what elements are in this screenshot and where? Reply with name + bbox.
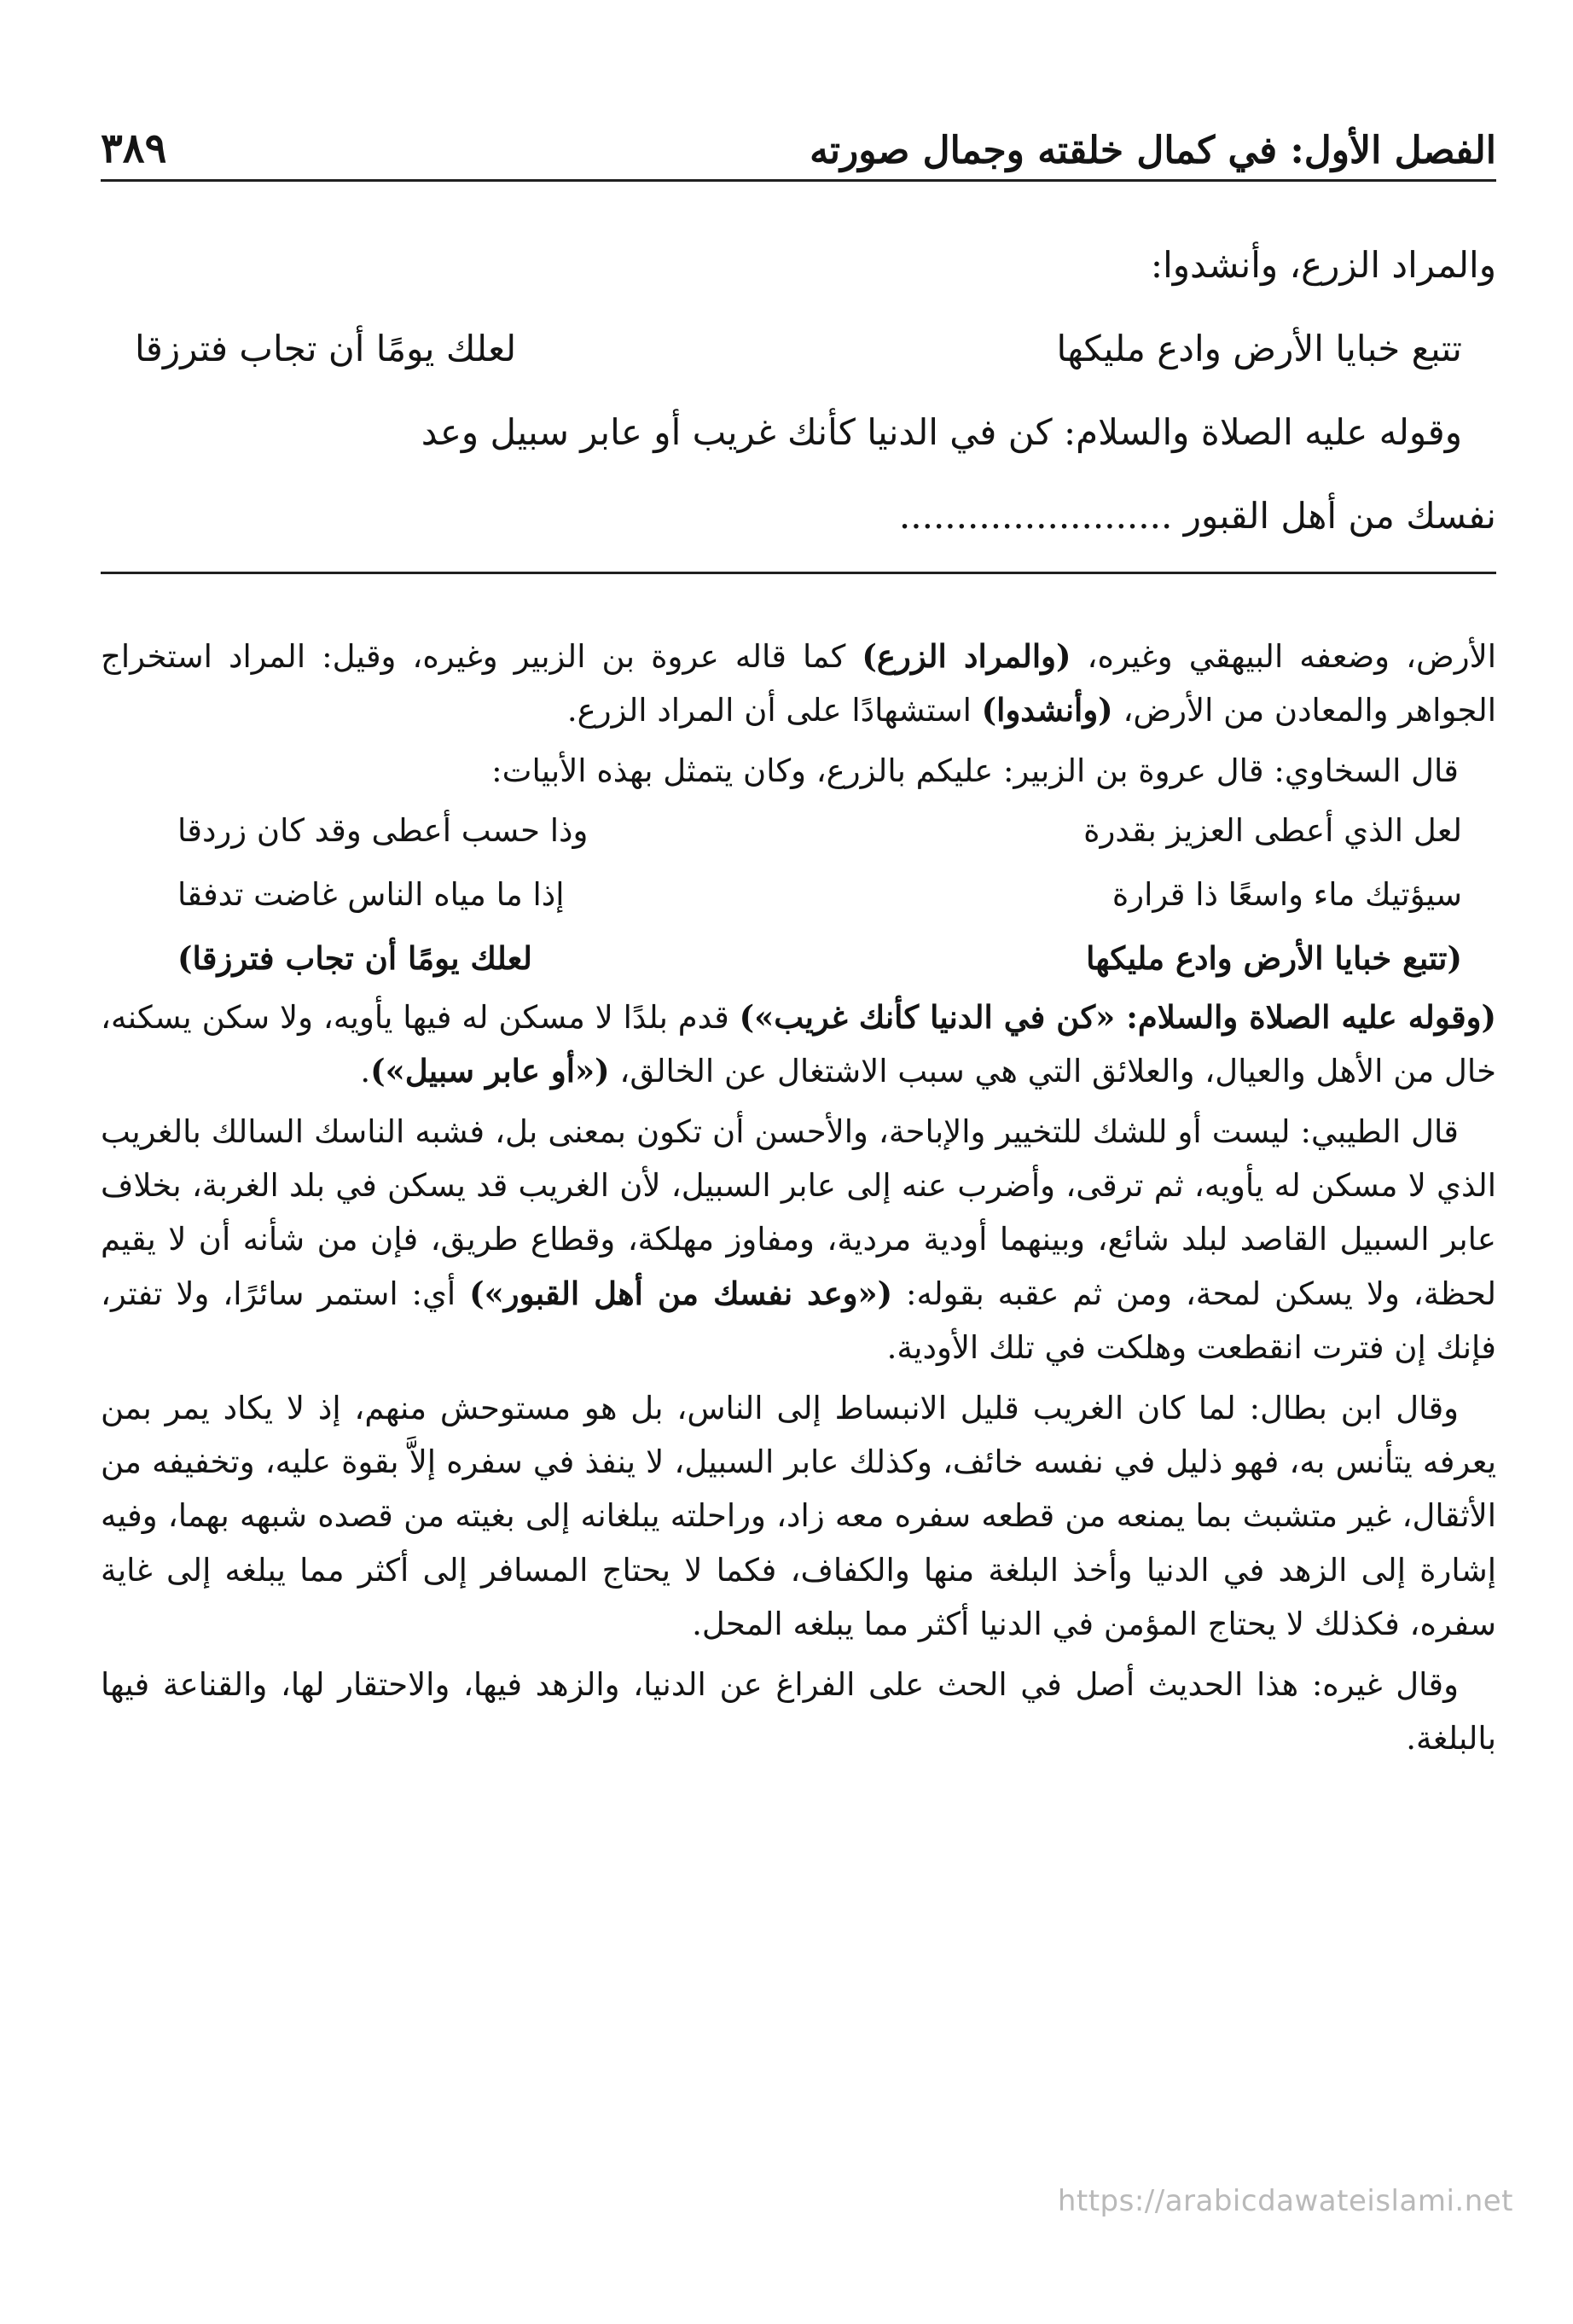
hemistich-left: وذا حسب أعطى وقد كان زردقا (177, 811, 589, 849)
quoted-matn: («أو عابر سبيل») (370, 1051, 610, 1089)
hemistich-right: سيؤتيك ماء واسعًا ذا قرارة (1112, 875, 1462, 913)
quoted-matn: (وقوله عليه الصلاة والسلام: «كن في الدنيا كأنك غريب») (739, 997, 1497, 1036)
ellipsis-dots: ........................ (898, 495, 1173, 537)
running-header (101, 96, 1496, 172)
matn-verse (101, 307, 1496, 391)
commentary-paragraph-1 (101, 630, 1496, 737)
commentary-paragraph-5: وقال ابن بطال: لما كان الغريب قليل الانبساط إلى الناس، بل هو مستوحش منهم، إذ لا يكاد يمر بمن يعرفه يتأنس به، فهو ذليل في نفسه خائف، وكذلك عابر السبيل، لا ينفذ في سفره إلاَّ بقوة عليه، وتخفيفه من الأثقال، غير متشبث بما يمنعه من قطعه سفره معه زاد، وراحلته يبلغانه إلى بغيته من قصده شبهه بهما، وفيه إشارة إلى الزهد في الدنيا وأخذ البلغة منها والكفاف، فكما لا يحتاج المسافر إلى أكثر مما يبلغه إلى غاية سفره، فكذلك لا يحتاج المؤمن في الدنيا أكثر مما يبلغه المحل. (101, 1390, 1496, 1642)
matn-separator (101, 572, 1496, 574)
matn-intro: والمراد الزرع، وأنشدوا: (1150, 244, 1496, 286)
verse-left-hemistich: لعلك يومًا أن تجاب فترزقا (135, 328, 517, 369)
poem-verse (101, 927, 1496, 991)
hemistich-right: (تتبع خبايا الأرض وادع مليكها (1086, 938, 1462, 977)
commentary-paragraph-3 (101, 991, 1496, 1098)
hemistich-left: إذا ما مياه الناس غاضت تدفقا (177, 875, 565, 913)
quoted-matn: (وأنشدوا) (981, 691, 1113, 729)
text-run: كما قاله عروة بن الزبير وغيره، وقيل: المراد استخراج الجواهر والمعادن من الأرض، (101, 638, 1496, 729)
poem-block (101, 799, 1496, 991)
quoted-matn: (والمراد الزرع) (862, 637, 1071, 675)
commentary-text (101, 630, 1496, 1765)
text-run: قال الطيبي: ليست أو للشك للتخيير والإباحة، والأحسن أن تكون بمعنى بل، فشبه الناسك السالك بالغريب الذي لا مسكن له يأويه، ثم ترقى، وأضرب عنه إلى عابر السبيل، لأن الغريب قد يسكن في بلد الغربة، بخلاف عابر السبيل القاصد لبلد شائع، وبينهما أودية مردية، ومفاوز مهلكة، وقطاع طريق، فإن من شأنه أن لا يقيم لحظة، ولا يسكن لمحة، ومن ثم عقبه بقوله: (101, 1113, 1496, 1312)
text-run: أي: استمر سائرًا، ولا تفتر، فإنك إن فترت انقطعت وهلكت في تلك الأودية. (101, 1275, 1496, 1366)
watermark-url: https://arabicdawateislami.net (1057, 2184, 1513, 2218)
text-run: استشهادًا على أن المراد الزرع. (566, 692, 982, 729)
chapter-title: الفصل الأول: في كمال خلقته وجمال صورته (810, 129, 1496, 172)
matn-text (101, 224, 1496, 558)
page-number: ٣٨٩ (101, 125, 167, 172)
matn-hadith-line-2 (101, 474, 1496, 558)
matn-hadith-line-1: وقوله عليه الصلاة والسلام: كن في الدنيا كأنك غريب أو عابر سبيل وعد (421, 411, 1462, 453)
hemistich-left: لعلك يومًا أن تجاب فترزقا) (177, 938, 532, 977)
text-run: قدم بلدًا لا مسكن له فيها يأويه، ولا سكن يسكنه، خال من الأهل والعيال، والعلائق التي هي سبب الاشتغال عن الخالق، (101, 998, 1496, 1089)
poem-verse (101, 863, 1496, 927)
poem-verse (101, 799, 1496, 863)
commentary-paragraph-4 (101, 1105, 1496, 1374)
header-rule (101, 179, 1496, 182)
text-run: . (360, 1052, 371, 1089)
commentary-paragraph-2: قال السخاوي: قال عروة بن الزبير: عليكم بالزرع، وكان يتمثل بهذه الأبيات: (491, 752, 1459, 790)
matn-hadith-end: نفسك من أهل القبور (1183, 495, 1496, 537)
quoted-matn: («وعد نفسك من أهل القبور») (469, 1274, 893, 1312)
hemistich-right: لعل الذي أعطى العزيز بقدرة (1083, 811, 1462, 849)
verse-right-hemistich: تتبع خبايا الأرض وادع مليكها (1056, 328, 1462, 369)
commentary-paragraph-6: وقال غيره: هذا الحديث أصل في الحث على الفراغ عن الدنيا، والزهد فيها، والاحتقار لها، والقناعة فيها بالبلغة. (101, 1666, 1496, 1758)
text-run: الأرض، وضعفه البيهقي وغيره، (1071, 638, 1496, 675)
